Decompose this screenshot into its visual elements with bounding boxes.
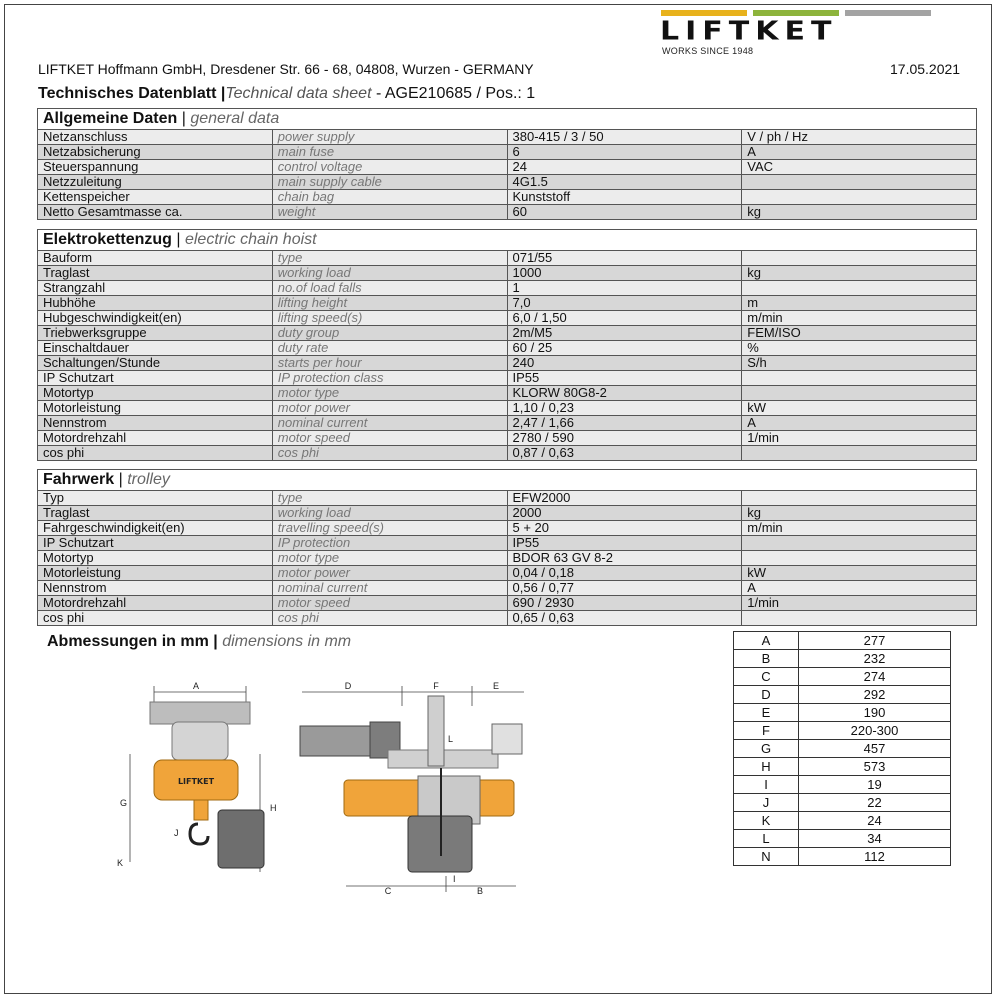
spec-unit [742,611,977,626]
spec-unit: kW [742,566,977,581]
spec-unit: A [742,581,977,596]
spec-value: 24 [507,160,742,175]
sheet-title-de: Technisches Datenblatt | [38,85,226,102]
dimension-value: 232 [799,650,951,668]
section-title-de: Elektrokettenzug [43,231,172,248]
spec-label-de: Triebwerksgruppe [38,326,273,341]
brand-bar-yellow [661,10,747,16]
spec-unit [742,190,977,205]
label-A: A [192,681,200,691]
hoist-front-view-drawing [110,676,280,876]
document-date: 17.05.2021 [890,61,961,77]
spec-label-en: motor type [272,386,507,401]
spec-row [38,130,977,145]
spec-label-de: Strangzahl [38,281,273,296]
spec-row [38,145,977,160]
dimension-key: L [734,830,799,848]
spec-unit: V / ph / Hz [742,130,977,145]
dimension-value: 24 [799,812,951,830]
section-title [38,230,977,251]
spec-unit: m [742,296,977,311]
dimension-key: C [734,668,799,686]
spec-label-de: Motorleistung [38,566,273,581]
spec-label-de: Netzanschluss [38,130,273,145]
spec-value: 240 [507,356,742,371]
label-I: I [453,874,456,884]
section-title-separator: | [171,231,185,248]
section-title [38,470,977,491]
spec-label-en: nominal current [272,416,507,431]
spec-label-en: chain bag [272,190,507,205]
spec-value: 1,10 / 0,23 [507,401,742,416]
spec-label-en: cos phi [272,611,507,626]
spec-label-de: cos phi [38,611,273,626]
spec-row [38,521,977,536]
general-data-table [37,108,977,220]
spec-unit: A [742,145,977,160]
spec-label-de: Motortyp [38,551,273,566]
spec-label-de: Schaltungen/Stunde [38,356,273,371]
spec-label-en: lifting height [272,296,507,311]
spec-value: 0,04 / 0,18 [507,566,742,581]
spec-unit [742,175,977,190]
dimension-row [734,704,951,722]
spec-label-de: Traglast [38,506,273,521]
spec-label-en: working load [272,266,507,281]
dimension-row [734,722,951,740]
spec-row [38,356,977,371]
section-title-separator: | [177,110,191,127]
section-title-de: Allgemeine Daten [43,110,178,127]
spec-value: EFW2000 [507,491,742,506]
dimension-row [734,650,951,668]
spec-label-de: Kettenspeicher [38,190,273,205]
spec-label-de: Motortyp [38,386,273,401]
dimension-key: F [734,722,799,740]
dimension-value: 112 [799,848,951,866]
spec-value: 60 [507,205,742,220]
spec-label-de: Netzzuleitung [38,175,273,190]
spec-label-de: Netto Gesamtmasse ca. [38,205,273,220]
spec-value: 6,0 / 1,50 [507,311,742,326]
spec-unit [742,251,977,266]
dimension-row [734,632,951,650]
spec-label-en: IP protection class [272,371,507,386]
spec-row [38,311,977,326]
dimension-value: 292 [799,686,951,704]
spec-row [38,190,977,205]
dimension-value: 277 [799,632,951,650]
dimension-row [734,686,951,704]
spec-unit [742,536,977,551]
dimension-key: E [734,704,799,722]
spec-label-en: motor power [272,401,507,416]
spec-value: IP55 [507,371,742,386]
spec-label-de: Einschaltdauer [38,341,273,356]
spec-row [38,596,977,611]
section-title [38,109,977,130]
spec-row [38,416,977,431]
brand-bar-gray [845,10,931,16]
dimensions-title: Abmessungen in mm | dimensions in mm [47,633,352,650]
spec-row [38,581,977,596]
dimension-key: H [734,758,799,776]
hoist-side-view-drawing [296,676,532,902]
spec-value: 5 + 20 [507,521,742,536]
dimension-value: 573 [799,758,951,776]
spec-unit: kg [742,205,977,220]
dimension-value: 190 [799,704,951,722]
spec-value: 380-415 / 3 / 50 [507,130,742,145]
spec-label-de: IP Schutzart [38,371,273,386]
label-C: C [384,886,392,896]
spec-value: 2000 [507,506,742,521]
spec-unit: % [742,341,977,356]
spec-row [38,551,977,566]
spec-label-en: main fuse [272,145,507,160]
dimension-key: K [734,812,799,830]
spec-value: Kunststoff [507,190,742,205]
spec-unit: S/h [742,356,977,371]
spec-row [38,371,977,386]
spec-label-en: no.of load falls [272,281,507,296]
dimension-row [734,776,951,794]
spec-unit: VAC [742,160,977,175]
dimension-row [734,758,951,776]
spec-row [38,491,977,506]
section-title-en: general data [190,110,280,127]
hoist-logo-text: LIFTKET [177,777,215,786]
spec-label-en: type [272,491,507,506]
spec-row [38,431,977,446]
spec-value: IP55 [507,536,742,551]
spec-value: 1 [507,281,742,296]
spec-row [38,341,977,356]
spec-unit [742,446,977,461]
spec-label-en: control voltage [272,160,507,175]
spec-unit [742,491,977,506]
spec-label-en: duty group [272,326,507,341]
section-title-en: trolley [127,471,170,488]
spec-row [38,326,977,341]
spec-label-en: travelling speed(s) [272,521,507,536]
dimension-key: I [734,776,799,794]
section-header [38,470,977,491]
spec-value: 0,56 / 0,77 [507,581,742,596]
spec-label-en: weight [272,205,507,220]
spec-value: 071/55 [507,251,742,266]
spec-value: 690 / 2930 [507,596,742,611]
spec-unit: kg [742,266,977,281]
section-title-de: Fahrwerk [43,471,115,488]
spec-label-en: motor power [272,566,507,581]
spec-label-en: nominal current [272,581,507,596]
spec-unit: 1/min [742,596,977,611]
spec-unit: FEM/ISO [742,326,977,341]
spec-unit: m/min [742,521,977,536]
spec-label-de: Netzabsicherung [38,145,273,160]
spec-label-de: Steuerspannung [38,160,273,175]
sheet-title [38,85,535,103]
spec-value: KLORW 80G8-2 [507,386,742,401]
spec-label-en: type [272,251,507,266]
spec-label-en: motor speed [272,596,507,611]
dimension-key: A [734,632,799,650]
label-J: J [174,828,179,838]
spec-label-de: Motordrehzahl [38,431,273,446]
label-L: L [448,734,454,744]
company-address: LIFTKET Hoffmann GmbH, Dresdener Str. 66 - 68, 04808, Wurzen - GERMANY [38,61,534,77]
label-D: D [344,681,352,691]
spec-label-de: Hubgeschwindigkeit(en) [38,311,273,326]
dimension-row [734,668,951,686]
spec-label-de: Nennstrom [38,581,273,596]
dimension-row [734,830,951,848]
spec-row [38,611,977,626]
spec-value: 4G1.5 [507,175,742,190]
dimension-value: 22 [799,794,951,812]
label-G: G [120,798,128,808]
spec-unit: kg [742,506,977,521]
spec-label-en: working load [272,506,507,521]
spec-label-de: Bauform [38,251,273,266]
spec-label-en: IP protection [272,536,507,551]
spec-label-en: motor type [272,551,507,566]
dimension-key: D [734,686,799,704]
spec-unit [742,281,977,296]
spec-label-de: Hubhöhe [38,296,273,311]
section-header [38,109,977,130]
spec-value: 0,65 / 0,63 [507,611,742,626]
spec-row [38,401,977,416]
spec-unit [742,551,977,566]
spec-label-en: lifting speed(s) [272,311,507,326]
spec-row [38,446,977,461]
section-header [38,230,977,251]
spec-label-de: Nennstrom [38,416,273,431]
spec-label-de: Fahrgeschwindigkeit(en) [38,521,273,536]
dimension-row [734,794,951,812]
chain-hoist-table [37,229,977,461]
dimension-key: B [734,650,799,668]
label-H: H [270,803,277,813]
spec-value: 1000 [507,266,742,281]
dimension-key: J [734,794,799,812]
trolley-table [37,469,977,626]
spec-label-de: Motordrehzahl [38,596,273,611]
brand-tagline: WORKS SINCE 1948 [662,46,754,56]
spec-row [38,536,977,551]
brand-bar-green [753,10,839,16]
dimension-value: 274 [799,668,951,686]
spec-label-en: main supply cable [272,175,507,190]
dimension-row [734,740,951,758]
spec-unit: kW [742,401,977,416]
dimensions-table [733,631,951,866]
spec-value: BDOR 63 GV 8-2 [507,551,742,566]
spec-label-en: power supply [272,130,507,145]
dimension-value: 19 [799,776,951,794]
section-title-en: electric chain hoist [184,231,317,248]
spec-unit [742,386,977,401]
spec-row [38,205,977,220]
spec-row [38,266,977,281]
spec-value: 6 [507,145,742,160]
spec-unit: m/min [742,311,977,326]
dimension-value: 34 [799,830,951,848]
spec-label-de: Motorleistung [38,401,273,416]
spec-label-de: cos phi [38,446,273,461]
dimension-row [734,848,951,866]
spec-value: 7,0 [507,296,742,311]
dimension-key: G [734,740,799,758]
sheet-title-ref: - AGE210685 / Pos.: 1 [371,85,536,102]
label-K: K [117,858,124,868]
spec-unit: 1/min [742,431,977,446]
dimensions-title-en: dimensions in mm [222,633,352,650]
spec-row [38,506,977,521]
spec-row [38,251,977,266]
dimension-value: 220-300 [799,722,951,740]
spec-value: 2,47 / 1,66 [507,416,742,431]
dimension-row [734,812,951,830]
spec-value: 0,87 / 0,63 [507,446,742,461]
dimension-value: 457 [799,740,951,758]
spec-value: 60 / 25 [507,341,742,356]
spec-label-en: starts per hour [272,356,507,371]
dimension-key: N [734,848,799,866]
spec-row [38,566,977,581]
spec-value: 2780 / 590 [507,431,742,446]
spec-unit: A [742,416,977,431]
spec-row [38,296,977,311]
spec-label-en: motor speed [272,431,507,446]
label-B: B [476,886,484,896]
spec-value: 2m/M5 [507,326,742,341]
spec-label-en: duty rate [272,341,507,356]
sheet-title-en: Technical data sheet [225,85,372,102]
spec-row [38,175,977,190]
spec-label-de: Typ [38,491,273,506]
spec-label-de: Traglast [38,266,273,281]
spec-row [38,281,977,296]
spec-row [38,386,977,401]
spec-unit [742,371,977,386]
brand-logo: LIFTKET [660,16,838,47]
spec-row [38,160,977,175]
spec-label-en: cos phi [272,446,507,461]
section-title-separator: | [114,471,128,488]
label-F: F [433,681,439,691]
label-E: E [492,681,500,691]
dimensions-title-de: Abmessungen in mm [47,633,209,650]
spec-label-de: IP Schutzart [38,536,273,551]
